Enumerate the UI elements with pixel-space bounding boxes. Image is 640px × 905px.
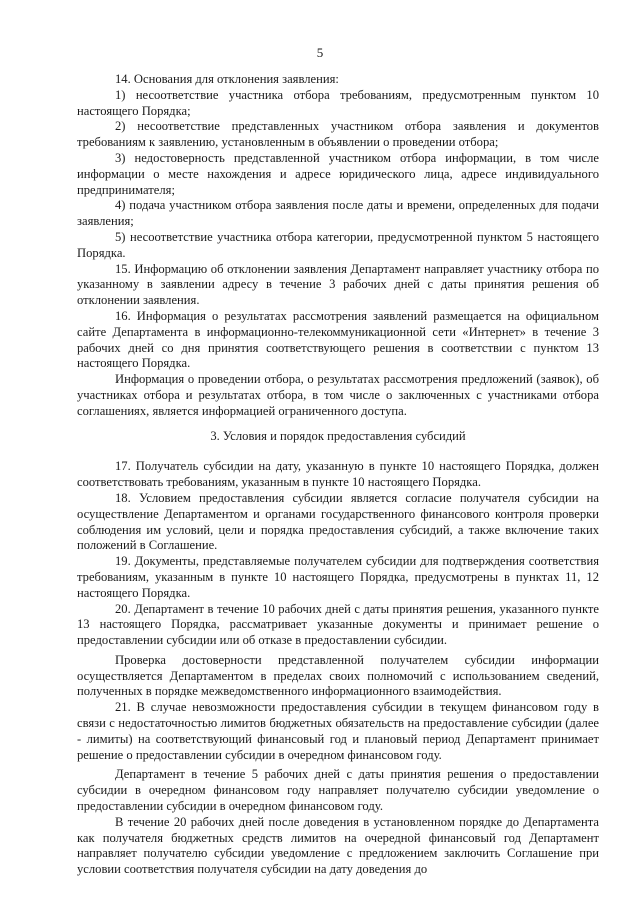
paragraph: В течение 20 рабочих дней после доведения в установленном порядке до Департамента как получателя бюджетных средств лимитов на очередной финансовый год Департамент направляет получателю субсидии уведомление с предложением заключить Соглашение при условии соответствия получателя субсидии на дату доведения до: [77, 814, 599, 877]
page-number: 5: [316, 45, 324, 60]
paragraph: Департамент в течение 5 рабочих дней с даты принятия решения о предоставлении субсидии в очередном финансовом году направляет получателю субсидии уведомление о предоставлении субсидии в очередном финансовом году.: [77, 767, 599, 814]
paragraph: 20. Департамент в течение 10 рабочих дней с даты принятия решения, указанного пункте 13 настоящего Порядка, рассматривает указанные документы и принимает решение о предоставлении субсидии или об отказе в предоставлении субсидии.: [77, 601, 599, 648]
paragraph: Информация о проведении отбора, о результатах рассмотрения предложений (заявок), об участниках отбора и результатах отбора, в том числе о заключенных с участниками отбора соглашениях, является информацией ограниченного доступа.: [77, 372, 599, 418]
paragraph: 21. В случае невозможности предоставления субсидии в текущем финансовом году в связи с недостаточностью лимитов бюджетных обязательств на предоставление субсидии (далее - лимиты) на соответствующий финансовый год и плановый период Департамент принимает решение о предоставлении субсидии в очередном финансовом году.: [77, 700, 599, 762]
paragraph: 19. Документы, представляемые получателем субсидии для подтверждения соответствия требованиям, указанным в пункте 10 настоящего Порядка, предусмотрены в пунктах 11, 12 настоящего Порядка.: [77, 554, 599, 600]
paragraph: 3) недостоверность представленной участником отбора информации, в том числе информации о месте нахождения и адресе юридического лица, адресе индивидуального предпринимателя;: [77, 150, 599, 197]
paragraph: 15. Информацию об отклонении заявления Департамент направляет участнику отбора по указанному в заявлении адресу в течение 3 рабочих дней с даты принятия решения об отклонении заявления.: [77, 261, 599, 308]
paragraph: 16. Информация о результатах рассмотрения заявлений размещается на официальном сайте Департамента в информационно-телекоммуникационной сети «Интернет» в течение 3 рабочих дней со дня принятия соответствующего решения в соответствии с пунктом 13 настоящего Порядка.: [77, 308, 599, 371]
paragraph: 1) несоответствие участника отбора требованиям, предусмотренным пунктом 10 настоящего Порядка;: [77, 87, 599, 118]
paragraph: 18. Условием предоставления субсидии является согласие получателя субсидии на осуществление Департаментом и органами государственного финансового контроля проверки соблюдения им условий, цели и порядка предоставления субсидий, а также включение таких положений в Соглашение.: [77, 490, 599, 553]
paragraph: 5) несоответствие участника отбора категории, предусмотренной пунктом 5 настоящего Порядка.: [77, 229, 599, 260]
document-body: [77, 72, 599, 878]
paragraph: Проверка достоверности представленной получателем субсидии информации осуществляется Департаментом в пределах своих полномочий с использованием сведений, полученных в порядке межведомственного информационного взаимодействия.: [77, 652, 599, 699]
paragraph: 4) подача участником отбора заявления после даты и времени, определенных для подачи заявления;: [77, 198, 599, 229]
paragraph: 14. Основания для отклонения заявления:: [115, 72, 339, 86]
paragraph: 2) несоответствие представленных участником отбора заявления и документов требованиям к заявлению, установленным в объявлении о проведении отбора;: [77, 119, 599, 150]
paragraph: 17. Получатель субсидии на дату, указанную в пункте 10 настоящего Порядка, должен соответствовать требованиям, указанным в пункте 10 настоящего Порядка.: [77, 459, 599, 490]
section-heading: 3. Условия и порядок предоставления субсидий: [210, 428, 466, 443]
